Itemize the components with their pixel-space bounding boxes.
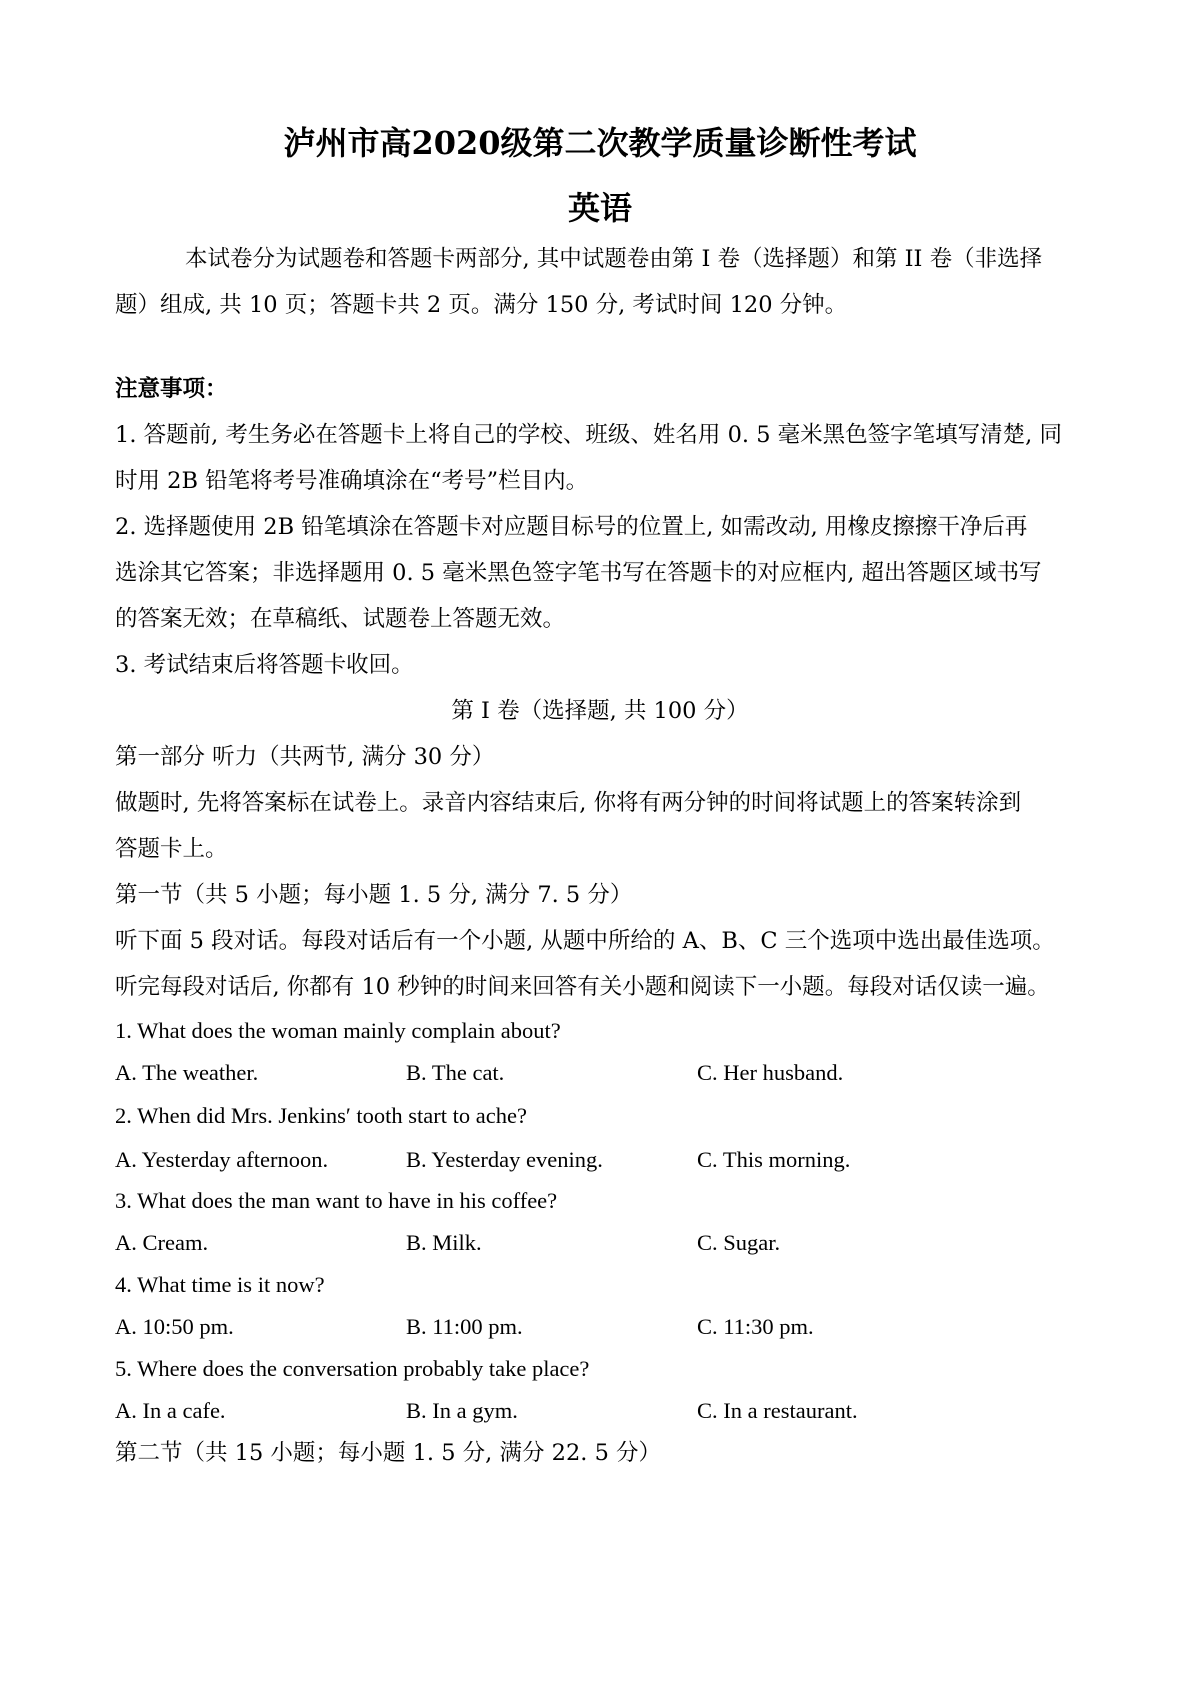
notes-line: 3. 考试结束后将答题卡收回。 (115, 652, 414, 678)
option-b: B. The cat. (406, 1060, 505, 1085)
subsection-instruction: 听完每段对话后, 你都有 10 秒钟的时间来回答有关小题和阅读下一小题。每段对话仅读一遍。 (115, 974, 1050, 1000)
exam-title: 泸州市高2020级第二次教学质量诊断性考试 (283, 124, 917, 162)
option-c: C. Her husband. (697, 1060, 844, 1085)
section-heading: 第一部分 听力（共两节, 满分 30 分） (115, 744, 495, 770)
volume-heading: 第 I 卷（选择题, 共 100 分） (451, 698, 749, 724)
option-a: A. The weather. (115, 1060, 259, 1085)
subsection-instruction: 听下面 5 段对话。每段对话后有一个小题, 从题中所给的 A、B、C 三个选项中选出最佳选项。 (115, 928, 1055, 954)
question-stem: 3. What does the man want to have in his coffee? (115, 1188, 558, 1213)
option-b: B. 11:00 pm. (406, 1314, 523, 1339)
question-stem: 5. Where does the conversation probably take place? (115, 1356, 590, 1381)
option-a: A. 10:50 pm. (115, 1314, 234, 1339)
notes-line: 1. 答题前, 考生务必在答题卡上将自己的学校、班级、姓名用 0. 5 毫米黑色签字笔填写清楚, 同 (115, 422, 1062, 448)
option-c: C. This morning. (697, 1147, 851, 1172)
instruction-line: 做题时, 先将答案标在试卷上。录音内容结束后, 你将有两分钟的时间将试题上的答案转涂到 (115, 790, 1022, 816)
notes-line: 2. 选择题使用 2B 铅笔填涂在答题卡对应题目标号的位置上, 如需改动, 用橡皮擦擦干净后再 (115, 514, 1028, 540)
subsection-heading: 第二节（共 15 小题；每小题 1. 5 分, 满分 22. 5 分） (115, 1440, 662, 1466)
option-b: B. In a gym. (406, 1398, 518, 1423)
option-b: B. Milk. (406, 1230, 482, 1255)
notes-line: 的答案无效；在草稿纸、试题卷上答题无效。 (115, 606, 566, 632)
intro-line-2: 题）组成, 共 10 页；答题卡共 2 页。满分 150 分, 考试时间 120 分钟。 (115, 292, 848, 318)
option-a: A. In a cafe. (115, 1398, 226, 1423)
subject-title: 英语 (567, 189, 632, 227)
notes-heading: 注意事项： (115, 376, 228, 402)
instruction-line: 答题卡上。 (115, 836, 228, 862)
option-c: C. Sugar. (697, 1230, 781, 1255)
option-a: A. Cream. (115, 1230, 209, 1255)
intro-line-1: 本试卷分为试题卷和答题卡两部分, 其中试题卷由第 I 卷（选择题）和第 II 卷（非选择 (185, 246, 1043, 272)
option-c: C. In a restaurant. (697, 1398, 858, 1423)
question-stem: 2. When did Mrs. Jenkins′ tooth start to ache? (115, 1103, 527, 1128)
notes-line: 时用 2B 铅笔将考号准确填涂在“考号”栏目内。 (115, 468, 589, 494)
option-a: A. Yesterday afternoon. (115, 1147, 329, 1172)
question-stem: 1. What does the woman mainly complain about? (115, 1018, 561, 1043)
subsection-heading: 第一节（共 5 小题；每小题 1. 5 分, 满分 7. 5 分） (115, 882, 633, 908)
option-b: B. Yesterday evening. (406, 1147, 603, 1172)
question-stem: 4. What time is it now? (115, 1272, 325, 1297)
notes-line: 选涂其它答案；非选择题用 0. 5 毫米黑色签字笔书写在答题卡的对应框内, 超出答题区域书写 (115, 560, 1042, 586)
option-c: C. 11:30 pm. (697, 1314, 814, 1339)
